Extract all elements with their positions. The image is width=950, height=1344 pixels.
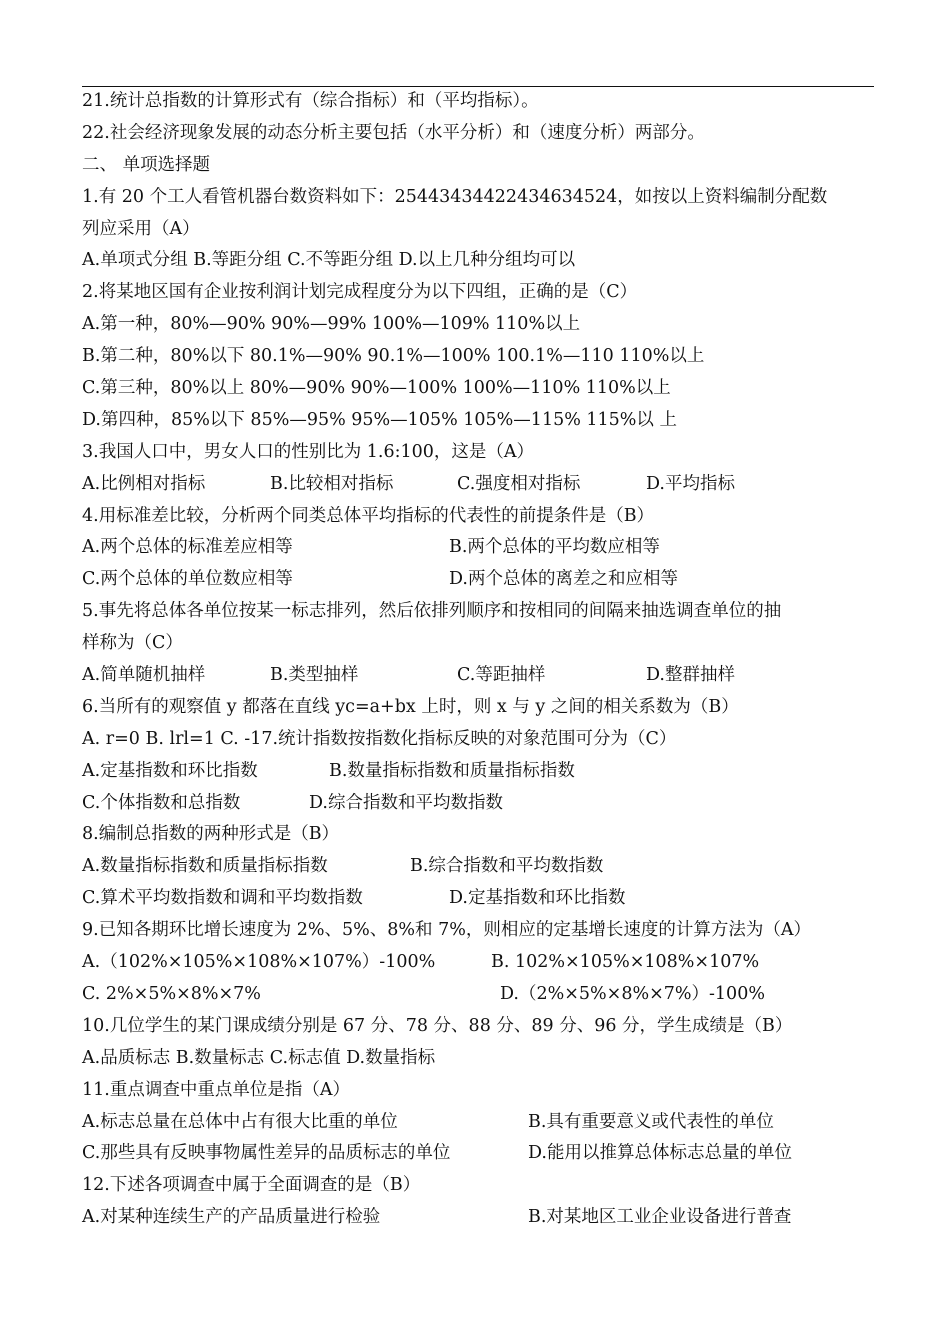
text-line: 9.已知各期环比增长速度为 2%、5%、8%和 7%，则相应的定基增长速度的计算方法为（A） <box>82 920 812 941</box>
option-text: C.那些具有反映事物属性差异的品质标志的单位 <box>82 1143 451 1164</box>
text-line: 21.统计总指数的计算形式有（综合指标）和（平均指标）。 <box>82 91 539 111</box>
text-line: 4.用标准差比较，分析两个同类总体平均指标的代表性的前提条件是（B） <box>82 505 655 526</box>
text-line: A.第一种，80%—90% 90%—99% 100%—109% 110%以上 <box>82 314 581 335</box>
option-text: A.比例相对指标 <box>82 473 206 494</box>
option-text: A.标志总量在总体中占有很大比重的单位 <box>82 1111 398 1132</box>
option-text: C.强度相对指标 <box>457 473 581 494</box>
option-text: D.能用以推算总体标志总量的单位 <box>528 1143 792 1164</box>
text-line: D.第四种，85%以下 85%—95% 95%—105% 105%—115% 115%以 上 <box>82 409 677 430</box>
text-line <box>82 756 874 788</box>
option-text: B. 102%×105%×108%×107% <box>491 952 760 973</box>
text-line: A.单项式分组 B.等距分组 C.不等距分组 D.以上几种分组均可以 <box>82 250 576 271</box>
option-text: C.等距抽样 <box>457 665 546 686</box>
text-line: 10.几位学生的某门课成绩分别是 67 分、78 分、88 分、89 分、96 分，学生成绩是（B） <box>82 1015 793 1036</box>
text-line <box>82 1107 874 1139</box>
text-line: C.第三种，80%以上 80%—90% 90%—100% 100%—110% 110%以上 <box>82 378 671 399</box>
text-line: 3.我国人口中，男女人口的性别比为 1.6:100，这是（A） <box>82 441 535 462</box>
option-text: A.简单随机抽样 <box>82 665 206 686</box>
option-text: B.综合指数和平均数指数 <box>410 856 604 877</box>
option-text: A.对某种连续生产的产品质量进行检验 <box>82 1207 381 1228</box>
option-text: D.（2%×5%×8%×7%）-100% <box>500 983 765 1004</box>
option-text: B.类型抽样 <box>270 665 359 686</box>
option-text: C. 2%×5%×8%×7% <box>82 983 261 1004</box>
text-line: 1.有 20 个工人看管机器台数资料如下：25443434422434634524，如按以上资料编制分配数 <box>82 186 828 207</box>
text-line: A. r=0 B. lrl=1 C. -17.统计指数按指数化指标反映的对象范围可分为（C） <box>82 728 677 749</box>
option-text: D.综合指数和平均数指数 <box>309 792 503 813</box>
document-body <box>82 86 874 1234</box>
option-text: B.数量指标指数和质量指标指数 <box>329 760 575 781</box>
text-line <box>82 979 874 1011</box>
text-line <box>82 1138 874 1170</box>
text-line <box>82 788 874 820</box>
option-text: A.（102%×105%×108%×107%）-100% <box>82 952 436 973</box>
text-line <box>82 660 874 692</box>
option-text: B.比较相对指标 <box>270 473 394 494</box>
text-line <box>82 851 874 883</box>
option-text: D.定基指数和环比指数 <box>449 888 626 909</box>
option-text: A.数量指标指数和质量指标指数 <box>82 856 328 877</box>
text-line <box>82 1202 874 1234</box>
text-line: A.品质标志 B.数量标志 C.标志值 D.数量指标 <box>82 1047 436 1068</box>
option-text: B.具有重要意义或代表性的单位 <box>528 1111 774 1132</box>
text-line: 12.下述各项调查中属于全面调查的是（B） <box>82 1175 421 1196</box>
text-line <box>82 883 874 915</box>
text-line: 样称为（C） <box>82 633 183 654</box>
option-text: D.平均指标 <box>646 473 735 494</box>
text-line: 5.事先将总体各单位按某一标志排列，然后依排列顺序和按相同的间隔来抽选调查单位的抽 <box>82 601 782 622</box>
option-text: B.两个总体的平均数应相等 <box>449 537 660 558</box>
option-text: A.定基指数和环比指数 <box>82 760 258 781</box>
option-text: D.整群抽样 <box>646 665 735 686</box>
text-line: B.第二种，80%以下 80.1%—90% 90.1%—100% 100.1%—110 110%以上 <box>82 346 705 367</box>
text-line: 列应采用（A） <box>82 218 200 239</box>
option-text: C.两个总体的单位数应相等 <box>82 569 293 590</box>
text-line <box>82 469 874 501</box>
text-line: 6.当所有的观察值 y 都落在直线 yc=a+bx 上时，则 x 与 y 之间的相关系数为（B） <box>82 696 739 717</box>
option-text: A.两个总体的标准差应相等 <box>82 537 293 558</box>
text-line: 二、 单项选择题 <box>82 154 211 175</box>
text-line <box>82 947 874 979</box>
text-line <box>82 532 874 564</box>
option-text: B.对某地区工业企业设备进行普查 <box>528 1207 792 1228</box>
option-text: C.个体指数和总指数 <box>82 792 241 813</box>
text-line <box>82 564 874 596</box>
text-line: 8.编制总指数的两种形式是（B） <box>82 824 340 845</box>
text-line: 11.重点调查中重点单位是指（A） <box>82 1079 350 1100</box>
text-line: 22.社会经济现象发展的动态分析主要包括（水平分析）和（速度分析）两部分。 <box>82 122 705 143</box>
option-text: C.算术平均数指数和调和平均数指数 <box>82 888 363 909</box>
text-line: 2.将某地区国有企业按利润计划完成程度分为以下四组，正确的是（C） <box>82 282 638 303</box>
option-text: D.两个总体的离差之和应相等 <box>449 569 678 590</box>
